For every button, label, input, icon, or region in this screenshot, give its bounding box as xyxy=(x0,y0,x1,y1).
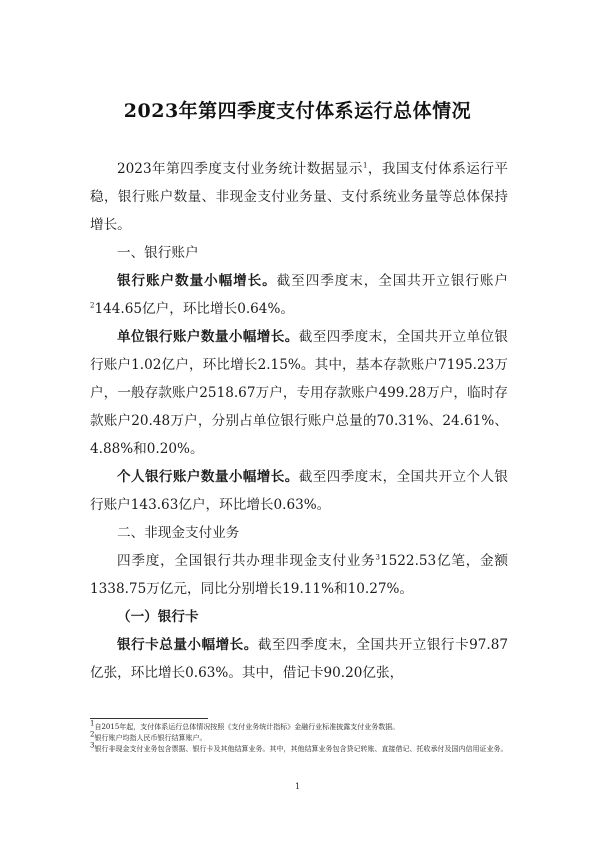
footnote-divider xyxy=(90,718,208,719)
section-heading-noncash-payments: 二、非现金支付业务 xyxy=(117,525,240,541)
paragraph-lead: 银行账户数量小幅增长。 xyxy=(117,273,277,289)
document-title: 2023年第四季度支付体系运行总体情况 xyxy=(123,100,472,122)
section-heading-bank-accounts: 一、银行账户 xyxy=(117,245,199,261)
paragraph-text: 四季度，全国银行共办理非现金支付业务 xyxy=(117,553,376,569)
paragraph-text-cont: 144.65亿户，环比增长0.64%。 xyxy=(94,301,294,317)
paragraph-noncash-payments xyxy=(90,547,508,603)
paragraph-lead: 银行卡总量小幅增长。 xyxy=(117,637,258,653)
footnote-text: 银行非现金支付业务包含票据、银行卡及其他结算业务。其中，其他结算业务包含贷记转账、直接借记、托收承付及国内信用证业务。 xyxy=(94,745,508,753)
subsection-heading-bank-cards: （一）银行卡 xyxy=(117,609,199,625)
intro-text: 2023年第四季度支付业务统计数据显示 xyxy=(117,161,363,177)
footnote-2 xyxy=(90,730,510,744)
paragraph-text: 截至四季度末，全国共开立银行卡97.87亿张，环比增长0.63%。其中，借记卡90.20亿张， xyxy=(90,637,509,681)
paragraph-text-cont: 1522.53亿笔，金额1338.75万亿元，同比分别增长19.11%和10.27%。 xyxy=(90,553,509,597)
footnote-mark: 2 xyxy=(90,730,95,739)
footnote-ref-2[interactable]: 2 xyxy=(90,301,95,310)
footnote-text: 自2015年起，支付体系运行总体情况按照《支付业务统计指标》金融行业标准披露支付业务数据。 xyxy=(94,723,400,731)
paragraph-text: 截至四季度末，全国共开立单位银行账户1.02亿户，环比增长2.15%。其中，基本存款账户7195.23万户，一般存款账户2518.67万户，专用存款账户499.28万户，临时存款账户20.48万户，分别占单位银行账户总量的70.31%、24.61%、4.88%和0.20%。 xyxy=(90,329,509,457)
footnote-text: 银行账户均指人民币银行结算账户。 xyxy=(94,734,207,742)
intro-paragraph xyxy=(90,155,508,239)
footnote-3 xyxy=(90,741,510,755)
paragraph-lead: 单位银行账户数量小幅增长。 xyxy=(117,329,299,345)
footnote-ref-1[interactable]: 1 xyxy=(362,161,368,170)
page-number: 1 xyxy=(294,782,301,791)
footnotes xyxy=(90,719,510,755)
footnote-1 xyxy=(90,719,510,733)
paragraph-bank-cards xyxy=(90,631,508,687)
footnote-ref-3[interactable]: 3 xyxy=(375,553,380,562)
document-body xyxy=(90,155,508,687)
paragraph-lead: 个人银行账户数量小幅增长。 xyxy=(117,469,299,485)
paragraph-bank-accounts xyxy=(90,267,508,323)
paragraph-personal-accounts xyxy=(90,463,508,519)
paragraph-unit-accounts xyxy=(90,323,508,463)
paragraph-text: 截至四季度末，全国共开立银行账户 xyxy=(276,273,508,289)
footnote-mark: 3 xyxy=(90,741,95,750)
paragraph-text: 截至四季度末，全国共开立个人银行账户143.63亿户，环比增长0.63%。 xyxy=(90,469,509,513)
footnote-mark: 1 xyxy=(90,719,95,728)
intro-text-cont: ，我国支付体系运行平稳，银行账户数量、非现金支付业务量、支付系统业务量等总体保持增长。 xyxy=(90,161,508,233)
